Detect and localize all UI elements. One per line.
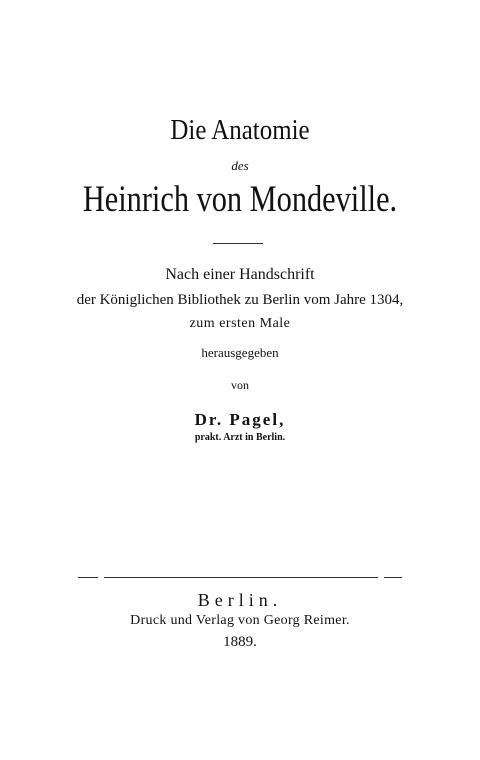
title-line-name: Heinrich von Mondeville. xyxy=(82,179,398,220)
title-line-connector: des xyxy=(231,158,249,173)
subtitle-by: von xyxy=(231,378,249,392)
subtitle-source: Nach einer Handschrift xyxy=(165,266,315,283)
title-line-main: Die Anatomie xyxy=(170,114,310,146)
title-divider xyxy=(213,243,263,244)
subtitle-library: der Königlichen Bibliothek zu Berlin vom Jahre 1304, xyxy=(76,292,404,308)
subtitle-edited: herausgegeben xyxy=(201,345,279,360)
divider-gap xyxy=(378,577,384,578)
imprint-publisher: Druck und Verlag von Georg Reimer. xyxy=(130,613,350,628)
imprint-place: Berlin. xyxy=(197,590,283,610)
subtitle-first-time: zum ersten Male xyxy=(189,316,291,331)
imprint-year: 1889. xyxy=(223,634,257,650)
author-name: Dr. Pagel, xyxy=(194,410,286,429)
divider-gap xyxy=(98,577,104,578)
imprint-divider xyxy=(78,577,402,578)
author-credential: prakt. Arzt in Berlin. xyxy=(194,432,286,443)
